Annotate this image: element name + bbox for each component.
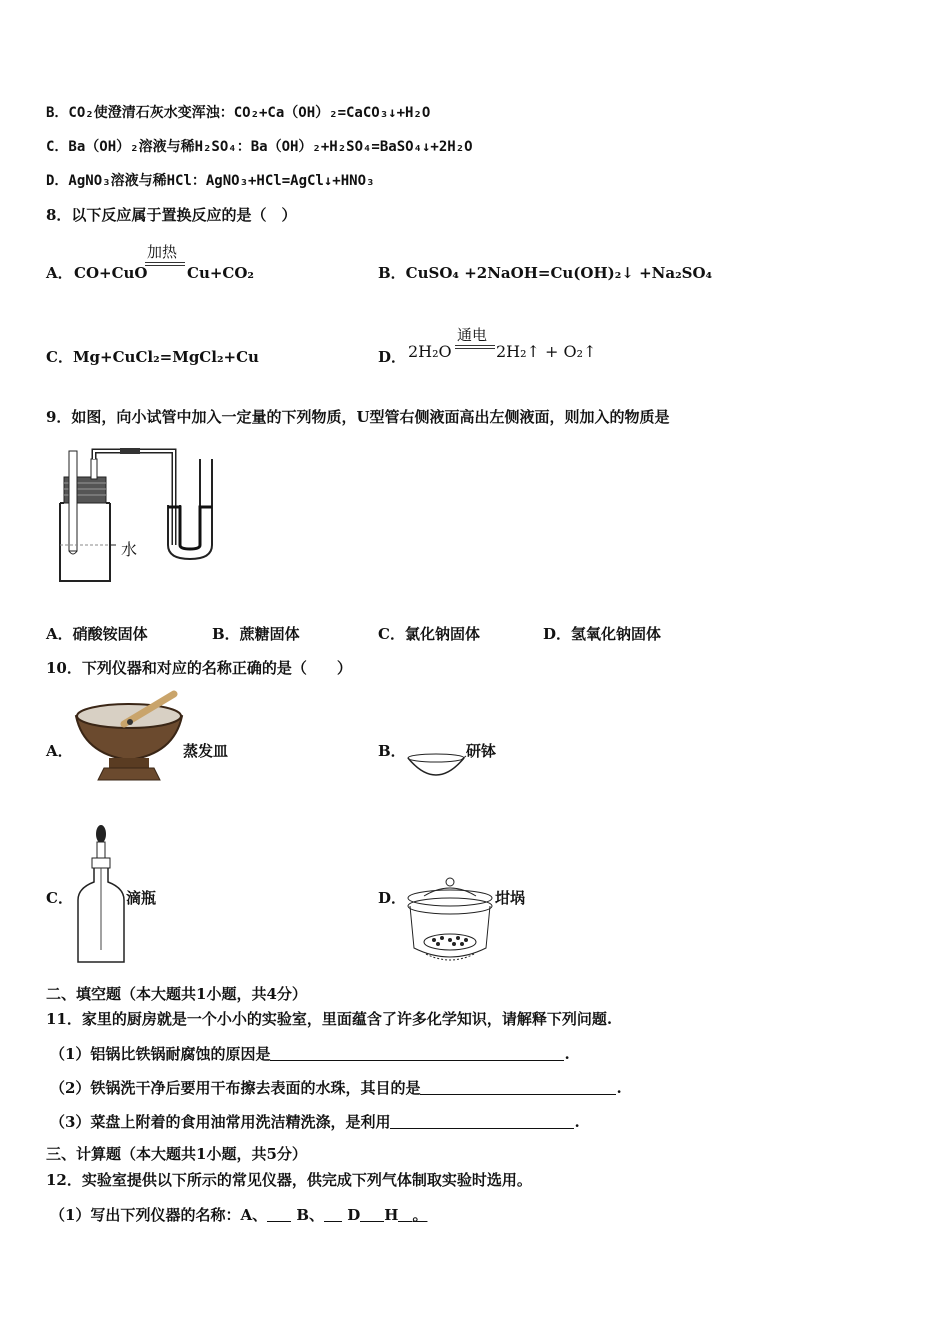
- q12-blank-d[interactable]: [360, 1207, 384, 1222]
- q8-option-d-condition: 通电: [457, 326, 488, 344]
- q9-option-d: D．氢氧化钠固体: [543, 625, 662, 643]
- q8-option-b: B．CuSO₄ +2NaOH=Cu(OH)₂↓ +Na₂SO₄: [378, 264, 713, 282]
- q8-option-d-label: D．: [378, 348, 407, 366]
- q10-option-d-label: D．: [378, 889, 407, 907]
- q12-part1-end: 。: [412, 1206, 428, 1224]
- q8-option-d-equals-bar2: [455, 348, 495, 349]
- q10-stem: 10．下列仪器和对应的名称正确的是（ ）: [46, 659, 352, 677]
- q8-option-a-equals-bar2: [145, 265, 185, 266]
- q11-part1: [50, 1046, 570, 1062]
- q11-part3-blank[interactable]: [390, 1114, 574, 1129]
- q7-option-b: B．CO₂使澄清石灰水变浑浊：CO₂+Ca（OH）₂=CaCO₃↓+H₂O: [46, 105, 431, 121]
- q12-part1: [50, 1207, 427, 1223]
- q10-dropper-bottle-image: [72, 822, 128, 966]
- q8-option-a-reactants: CO+CuO: [74, 264, 148, 282]
- q12-label-b: B、: [296, 1206, 324, 1224]
- q11-part2: [50, 1080, 622, 1096]
- q8-option-a-condition: 加热: [147, 243, 178, 261]
- q8-option-a-products: Cu+CO₂: [187, 264, 254, 282]
- section3-heading: 三、计算题（本大题共1小题，共5分）: [46, 1145, 307, 1163]
- q10-option-b-label: B．: [378, 742, 406, 760]
- q10-option-c-name: 滴瓶: [126, 889, 157, 907]
- q10-mortar-image: [74, 688, 184, 784]
- q11-part3-text: （3）菜盘上附着的食用油常用洗洁精洗涤，是利用: [50, 1113, 391, 1131]
- q12-label-d: D: [347, 1206, 361, 1224]
- q10-option-d-name: 坩埚: [495, 889, 526, 907]
- q7-option-d: D．AgNO₃溶液与稀HCl：AgNO₃+HCl=AgCl↓+HNO₃: [46, 173, 375, 189]
- section2-heading: 二、填空题（本大题共1小题，共4分）: [46, 985, 307, 1003]
- q11-part3: [50, 1114, 580, 1130]
- q10-option-b-name: 研钵: [466, 742, 497, 760]
- q11-part3-end: .: [574, 1113, 580, 1131]
- q12-label-h: H: [384, 1206, 399, 1224]
- q9-option-a: A．硝酸铵固体: [46, 625, 148, 643]
- q10-option-c-label: C．: [46, 889, 73, 907]
- q10-option-a-name: 蒸发皿: [183, 742, 229, 760]
- q8-option-d-equals-bar: [455, 345, 495, 346]
- q7-option-c: C．Ba（OH）₂溶液与稀H₂SO₄：Ba（OH）₂+H₂SO₄=BaSO₄↓+2H₂O: [46, 139, 473, 155]
- q9-option-c: C．氯化钠固体: [378, 625, 480, 643]
- q10-evaporating-dish-image: [405, 752, 467, 786]
- q11-stem: 11．家里的厨房就是一个小小的实验室，里面蕴含了许多化学知识，请解释下列问题.: [46, 1010, 613, 1028]
- q8-option-a-label: A．: [46, 264, 73, 282]
- q11-part2-blank[interactable]: [420, 1080, 616, 1095]
- q12-part1-text: （1）写出下列仪器的名称：A、: [50, 1206, 268, 1224]
- q11-part1-end: .: [564, 1045, 570, 1063]
- q9-figure-water-label: 水: [121, 540, 138, 559]
- q10-crucible-image: [404, 874, 496, 968]
- q8-option-a-equals-bar: [145, 262, 185, 263]
- q9-apparatus-figure: [50, 445, 230, 587]
- q12-blank-h[interactable]: [398, 1207, 412, 1222]
- q12-blank-b[interactable]: [324, 1207, 342, 1222]
- q8-option-c: C．Mg+CuCl₂=MgCl₂+Cu: [46, 348, 259, 366]
- q11-part2-end: .: [616, 1079, 622, 1097]
- q12-stem: 12．实验室提供以下所示的常见仪器，供完成下列气体制取实验时选用。: [46, 1171, 532, 1189]
- q9-stem: 9．如图，向小试管中加入一定量的下列物质，U型管右侧液面高出左侧液面，则加入的物质是: [46, 408, 670, 426]
- q10-option-a-label: A．: [46, 742, 73, 760]
- q12-blank-a[interactable]: [267, 1207, 291, 1222]
- q9-option-b: B．蔗糖固体: [212, 625, 300, 643]
- q11-part2-text: （2）铁锅洗干净后要用干布擦去表面的水珠，其目的是: [50, 1079, 421, 1097]
- q8-option-d-reactant: 2H₂O: [408, 342, 452, 361]
- q8-stem: 8．以下反应属于置换反应的是（ ）: [46, 206, 297, 224]
- q11-part1-blank[interactable]: [270, 1046, 564, 1061]
- q11-part1-text: （1）铝锅比铁锅耐腐蚀的原因是: [50, 1045, 271, 1063]
- q8-option-d-products: 2H₂↑ + O₂↑: [496, 342, 597, 361]
